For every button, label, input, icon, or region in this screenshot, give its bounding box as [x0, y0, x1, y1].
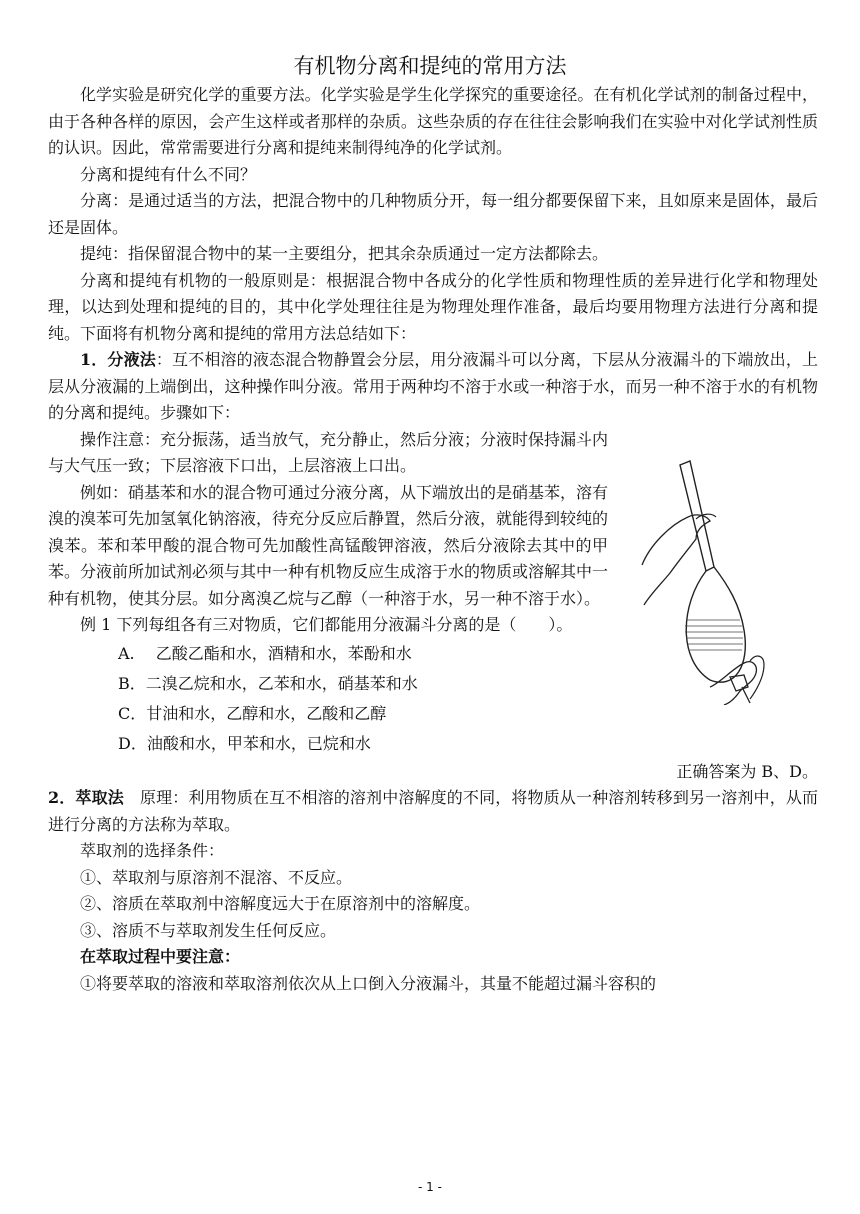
extractant-conditions-title: 萃取剂的选择条件： [80, 841, 225, 860]
extractant-condition-2: ②、溶质在萃取剂中溶解度远大于在原溶剂中的溶解度。 [80, 894, 481, 913]
page-title: 有机物分离和提纯的常用方法 [293, 54, 567, 78]
section-1-paragraph [48, 347, 818, 427]
page-number: - 1 - [418, 1180, 442, 1194]
section-1-heading: 1．分液法 [80, 350, 156, 369]
option-c: C．甘油和水，乙醇和水，乙酸和乙醇 [118, 703, 387, 723]
option-d: D．油酸和水，甲苯和水，已烷和水 [118, 733, 371, 753]
extraction-notice-heading: 在萃取过程中要注意： [80, 947, 241, 966]
principle-paragraph: 分离和提纯有机物的一般原则是：根据混合物中各成分的化学性质和物理性质的差异进行化学和物理处理，以达到处理和提纯的目的，其中化学处理往往是为物理处理作准备，最后均要用物理方法进行分离和提纯。下面将有机物分离和提纯的常用方法总结如下： [48, 270, 818, 343]
intro-paragraph: 化学实验是研究化学的重要方法。化学实验是学生化学探究的重要途径。在有机化学试剂的制备过程中，由于各种各样的原因，会产生这样或者那样的杂质。这些杂质的存在往往会影响我们在实验中对化学试剂性质的认识。因此，常常需要进行分离和提纯来制得纯净的化学试剂。 [48, 85, 818, 157]
section-2-heading: 2．萃取法 [48, 788, 124, 807]
extraction-notice-1: ①将要萃取的溶液和萃取溶剂依次从上口倒入分液漏斗，其量不能超过漏斗容积的 [80, 973, 657, 993]
section-1-text: ：互不相溶的液态混合物静置会分层，用分液漏斗可以分离，下层从分液漏斗的下端放出，上层从分液漏的上端倒出，这种操作叫分液。常用于两种均不溶于水或一种溶于水，而另一种不溶于水的有机物的分离和提纯。步骤如下： [48, 350, 818, 422]
separatory-funnel-illustration [640, 455, 780, 705]
section-2-paragraph [48, 785, 818, 838]
section-1-note: 操作注意：充分振荡，适当放气，充分静止，然后分液；分液时保持漏斗内与大气压一致；下层溶液下口出，上层溶液上口出。 [48, 429, 609, 475]
section-1-example: 例如：硝基苯和水的混合物可通过分液分离，从下端放出的是硝基苯，溶有溴的溴苯可先加氢氧化钠溶液，待充分反应后静置，然后分液，就能得到较纯的溴苯。苯和苯甲酸的混合物可先加酸性高锰酸钾溶液，然后分液除去其中的甲苯。分液前所加试剂必须与其中一种有机物反应生成溶于水的物质或溶解其中一种有机物，使其分层。如分离溴乙烷与乙醇（一种溶于水，另一种不溶于水）。 [48, 482, 609, 608]
example-1-question: 例 1 下列每组各有三对物质，它们都能用分液漏斗分离的是（ ）。 [80, 615, 573, 634]
section-2-text: 原理：利用物质在互不相溶的溶剂中溶解度的不同，将物质从一种溶剂转移到另一溶剂中，从而进行分离的方法称为萃取。 [48, 788, 818, 834]
separation-definition: 分离：是通过适当的方法，把混合物中的几种物质分开，每一组分都要保留下来，且如原来是固体，最后还是固体。 [48, 191, 818, 237]
extractant-condition-1: ①、萃取剂与原溶剂不混溶、不反应。 [80, 867, 353, 887]
extractant-condition-3: ③、溶质不与萃取剂发生任何反应。 [80, 920, 337, 940]
question-paragraph: 分离和提纯有什么不同？ [80, 164, 257, 184]
purification-definition: 提纯：指保留混合物中的某一主要组分，把其余杂质通过一定方法都除去。 [80, 244, 609, 263]
option-b: B．二溴乙烷和水，乙苯和水，硝基苯和水 [118, 673, 418, 693]
example-1-answer: 正确答案为 B、D。 [676, 761, 818, 781]
option-a: A. 乙酸乙酯和水，酒精和水，苯酚和水 [118, 643, 412, 663]
